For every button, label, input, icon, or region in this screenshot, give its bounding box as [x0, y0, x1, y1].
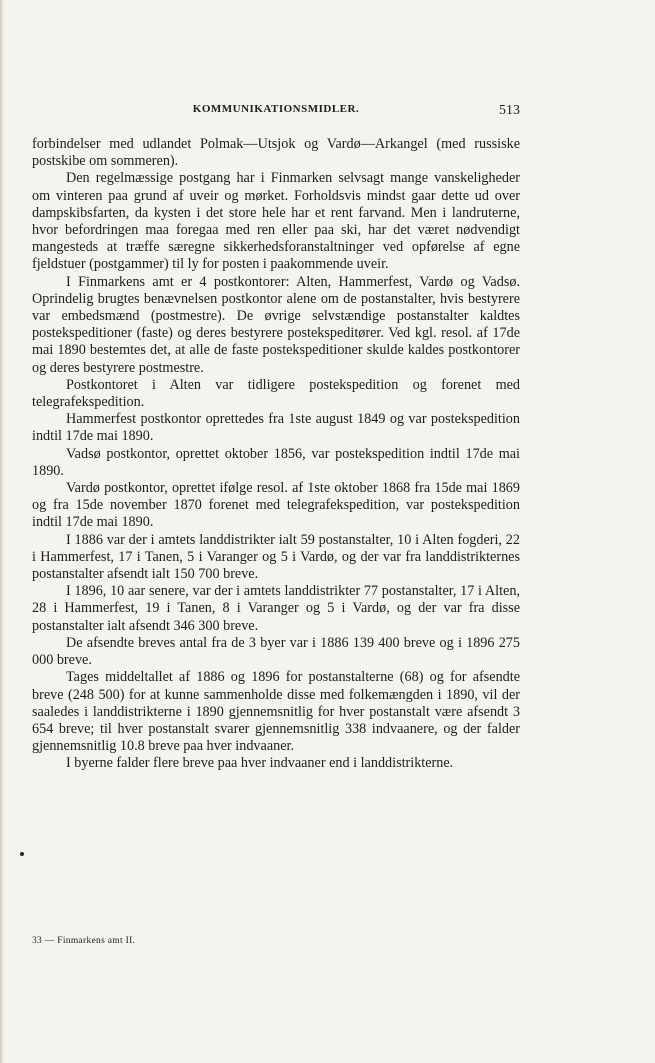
body-text: [32, 136, 520, 773]
paragraph: I 1886 var der i amtets landdistrikter ialt 59 postanstalter, 10 i Alten fogderi, 22 i Hammerfest, 17 i Tanen, 5 i Varanger og 5 i Vardø, og der var fra landdistrikternes postanstalter afsendt ialt 150 700 breve.: [32, 531, 520, 583]
running-title: KOMMUNIKATIONSMIDLER.: [192, 103, 360, 115]
paragraph: Vadsø postkontor, oprettet oktober 1856, var postekspedition indtil 17de mai 1890.: [32, 445, 520, 479]
paragraph: Den regelmæssige postgang har i Finmarken selvsagt mange vanskeligheder om vinteren paa grund af uveir og mørket. Forholdsvis mindst gaar dette ud over dampskibsfarten, da kysten i det store hele har et rent farvand. Men i landruterne, hvor befordringen maa foregaa med ren eller paa ski, har det været nødvendigt mangesteds at træffe særegne sikkerhedsforanstaltninger ved opførelse af egne fjeldstuer (postgammer) til ly for posten i paakommende uveir.: [32, 170, 520, 273]
paragraph: Vardø postkontor, oprettet ifølge resol. af 1ste oktober 1868 fra 15de mai 1869 og fra 15de november 1870 forenet med telegrafekspedition, var postekspedition indtil 17de mai 1890.: [32, 480, 520, 531]
paragraph: I 1896, 10 aar senere, var der i amtets landdistrikter 77 postanstalter, 17 i Alten, 28 i Hammerfest, 19 i Tanen, 8 i Varanger og 5 i Vardø, og der var fra disse postanstalter ialt afsendt 346 300 breve.: [32, 583, 520, 634]
paragraph: Postkontoret i Alten var tidligere postekspedition og forenet med telegrafekspedition.: [32, 376, 520, 411]
signature-note: 33 — Finmarkens amt II.: [32, 936, 136, 946]
page-number: 513: [499, 103, 520, 118]
paragraph: I byerne falder flere breve paa hver indvaaner end i landdistrikterne.: [66, 755, 454, 772]
paragraph: Hammerfest postkontor oprettedes fra 1ste august 1849 og var postekspedition indtil 17de mai 1890.: [32, 411, 520, 445]
margin-dot-mark: [20, 852, 24, 856]
paragraph: forbindelser med udlandet Polmak—Utsjok og Vardø—Arkangel (med russiske postskibe om sommeren).: [32, 136, 520, 170]
page-edge-shadow: [0, 0, 4, 1063]
paragraph: Tages middeltallet af 1886 og 1896 for postanstalterne (68) og for afsendte breve (248 500) for at kunne sammenholde disse med folkemængden i 1890, vil der saaledes i landdistrikterne i 1890 gjennemsnitlig for hver postanstalt være afsendt 3 654 breve; til hver postanstalt svarer gjennemsnitlig 338 indvaanere, og der falder gjennemsnitlig 10.8 breve paa hver indvaaner.: [32, 669, 520, 755]
paragraph: I Finmarkens amt er 4 postkontorer: Alten, Hammerfest, Vardø og Vadsø. Oprindelig brugtes benævnelsen postkontor alene om de postanstalter, hvis bestyrere var embedsmænd (postmestre). De øvrige selvstændige postanstalter kaldtes postekspeditioner (faste) og deres bestyrere postekspeditører. Ved kgl. resol. af 17de mai 1890 bestemtes det, at alle de faste postekspeditioner skulde kaldes postkontorer og deres bestyrere postmestre.: [32, 273, 520, 376]
page-header: [32, 103, 520, 121]
paragraph: De afsendte breves antal fra de 3 byer var i 1886 139 400 breve og i 1896 275 000 breve.: [32, 634, 520, 669]
